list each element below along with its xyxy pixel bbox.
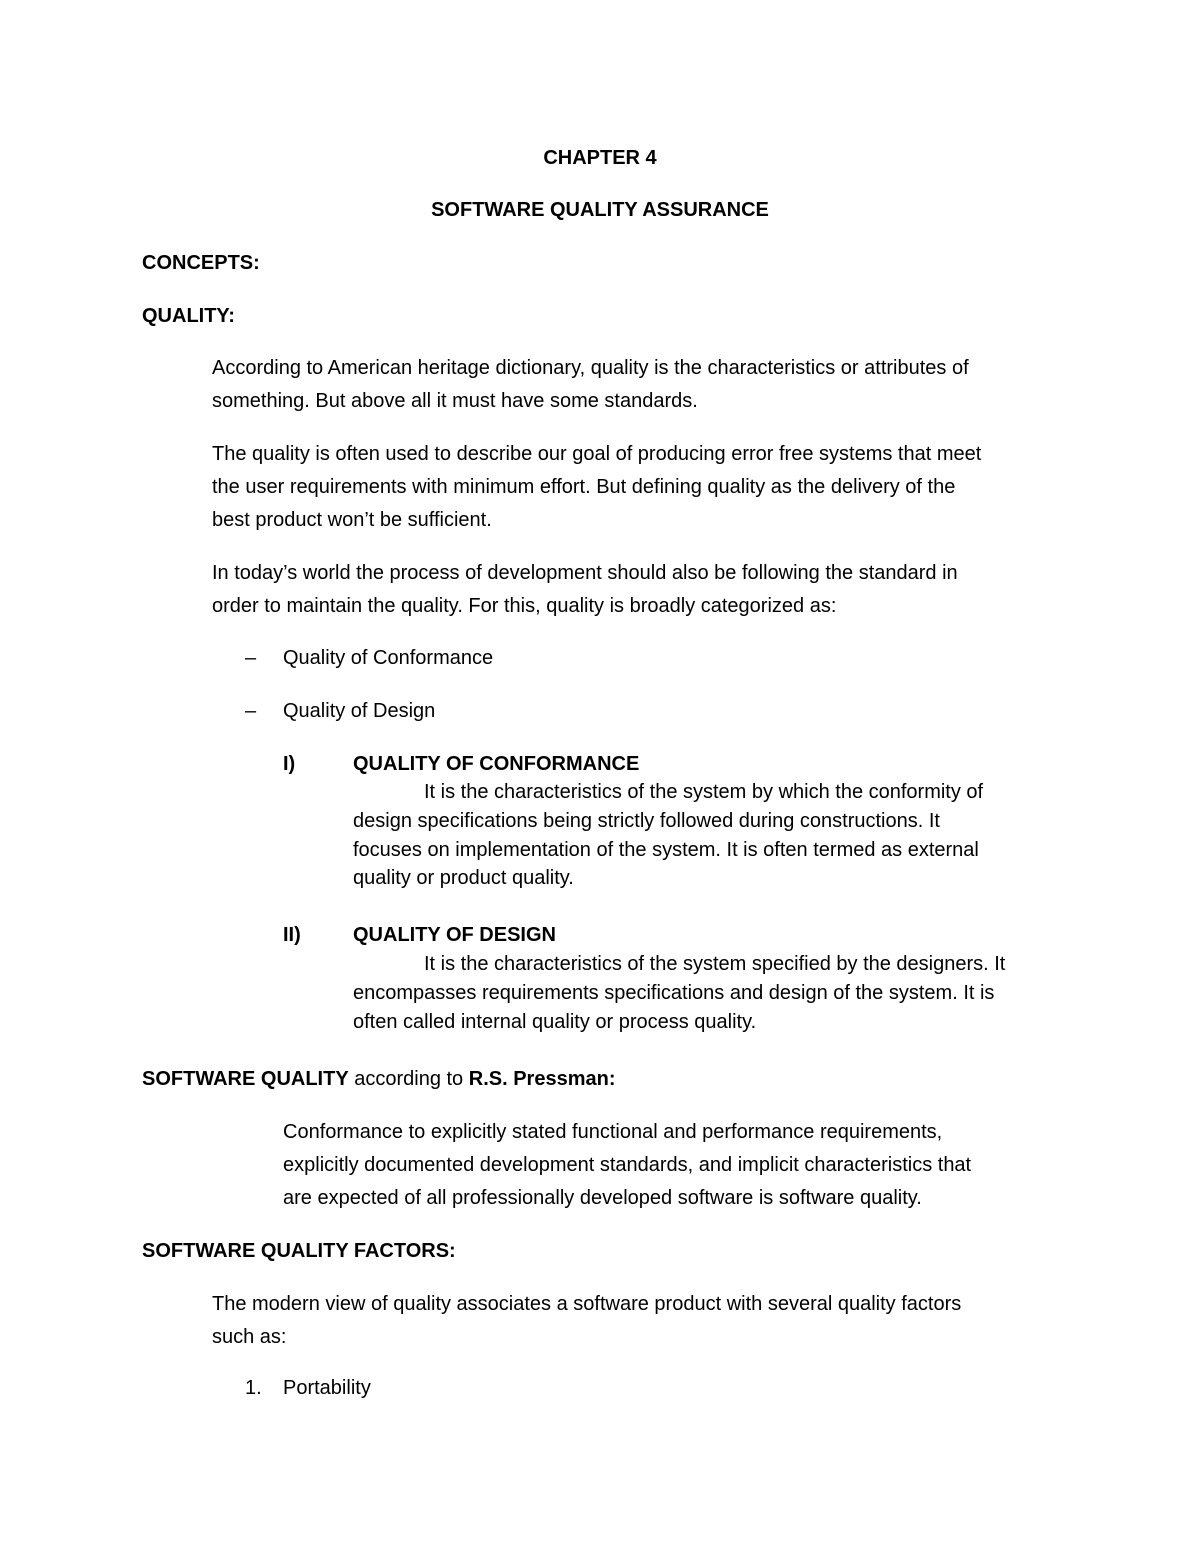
- factors-line1: The modern view of quality associates a software product with several quality factors: [212, 1293, 962, 1315]
- para2-line1: The quality is often used to describe our goal of producing error free systems that meet: [212, 443, 982, 465]
- section1-line3: focuses on implementation of the system. It is often termed as external: [353, 839, 979, 861]
- section-heading-design: QUALITY OF DESIGN: [353, 924, 556, 946]
- para1-line2: something. But above all it must have some standards.: [212, 390, 698, 412]
- pressman-author: R.S. Pressman:: [468, 1068, 616, 1090]
- pressman-line2: explicitly documented development standards, and implicit characteristics that: [283, 1154, 972, 1176]
- para2-line3: best product won’t be sufficient.: [212, 509, 492, 531]
- document-title: SOFTWARE QUALITY ASSURANCE: [431, 199, 769, 221]
- section2-line3: often called internal quality or process quality.: [353, 1011, 757, 1033]
- pressman-middle: according to: [348, 1068, 469, 1090]
- para3-line1: In today’s world the process of development should also be following the standard in: [212, 562, 958, 584]
- dash-item-design: Quality of Design: [283, 700, 436, 722]
- pressman-lead: SOFTWARE QUALITY: [142, 1068, 349, 1090]
- concepts-heading: CONCEPTS:: [142, 252, 260, 274]
- section1-line4: quality or product quality.: [353, 867, 574, 889]
- list-item-portability: Portability: [283, 1377, 371, 1399]
- factors-heading: SOFTWARE QUALITY FACTORS:: [142, 1240, 456, 1262]
- para3-line2: order to maintain the quality. For this, quality is broadly categorized as:: [212, 595, 837, 617]
- quality-heading: QUALITY:: [142, 305, 235, 327]
- para1-line1: According to American heritage dictionary, quality is the characteristics or attributes of: [212, 357, 969, 379]
- pressman-line3: are expected of all professionally developed software is software quality.: [283, 1187, 922, 1209]
- section-heading-conformance: QUALITY OF CONFORMANCE: [353, 753, 640, 775]
- dash-item-conformance: Quality of Conformance: [283, 647, 494, 669]
- section2-line2: encompasses requirements specifications and design of the system. It is: [353, 982, 995, 1004]
- factors-line2: such as:: [212, 1326, 287, 1348]
- section1-line1: It is the characteristics of the system by which the conformity of: [424, 781, 984, 803]
- pressman-heading: [142, 1067, 615, 1091]
- para2-line2: the user requirements with minimum effort. But defining quality as the delivery of the: [212, 476, 956, 498]
- section-numeral: II): [283, 924, 301, 946]
- chapter-heading: CHAPTER 4: [543, 147, 657, 169]
- pressman-line1: Conformance to explicitly stated functional and performance requirements,: [283, 1121, 943, 1143]
- section-numeral: I): [283, 753, 296, 775]
- section1-line2: design specifications being strictly followed during constructions. It: [353, 810, 940, 832]
- dash-marker: –: [245, 647, 257, 669]
- section2-line1: It is the characteristics of the system specified by the designers. It: [424, 953, 1006, 975]
- dash-marker: –: [245, 700, 257, 722]
- list-number: 1.: [245, 1377, 262, 1399]
